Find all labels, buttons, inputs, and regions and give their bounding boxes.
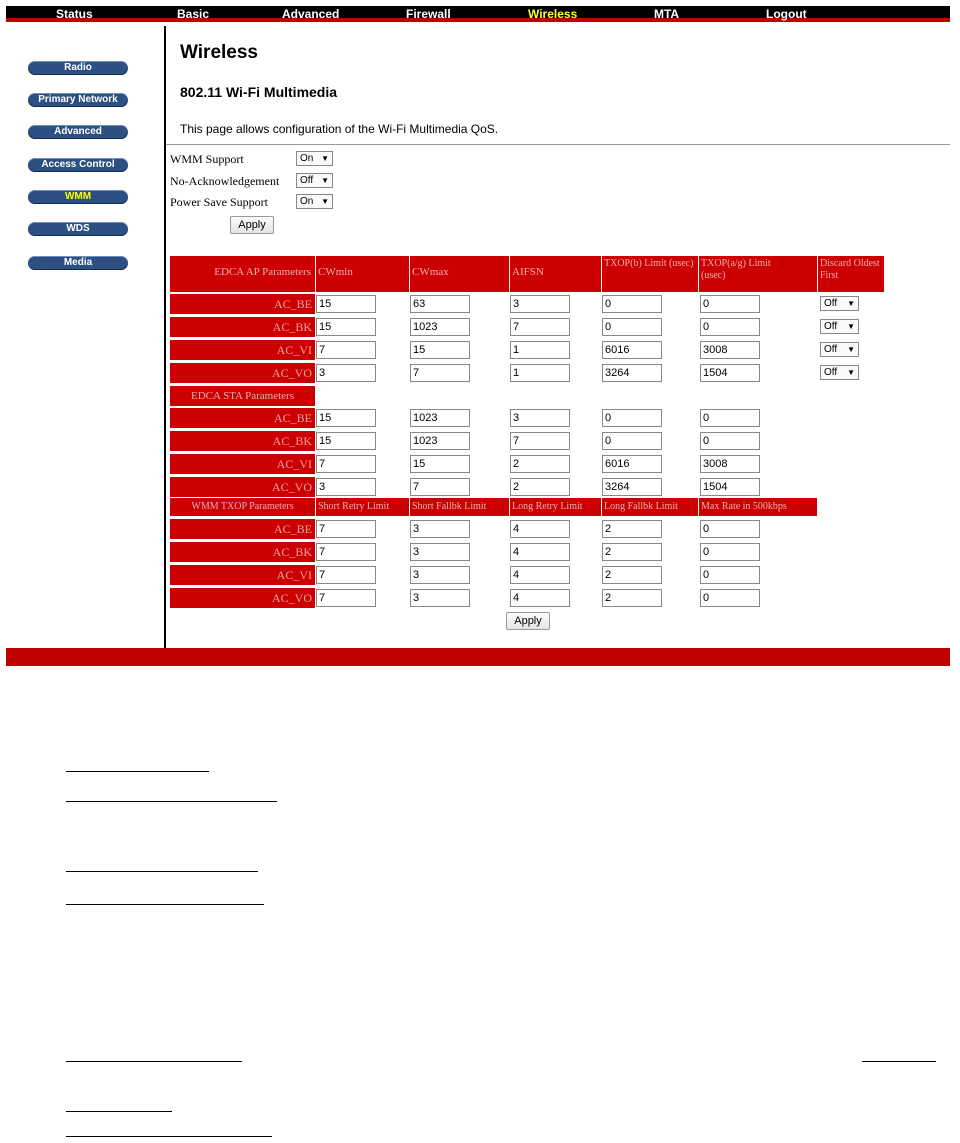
sta-row-label: AC_BK xyxy=(170,431,315,451)
section-title: 802.11 Wi-Fi Multimedia xyxy=(180,84,338,100)
ap-vi-cwmin[interactable]: 7 xyxy=(316,341,376,359)
ap-be-aifsn[interactable]: 3 xyxy=(510,295,570,313)
txop-vo-long-fallbk[interactable]: 2 xyxy=(602,589,662,607)
sta-be-aifsn[interactable]: 3 xyxy=(510,409,570,427)
sta-header-label: EDCA STA Parameters xyxy=(170,386,315,406)
sidebar-item-access-control[interactable]: Access Control xyxy=(28,158,128,172)
txop-row-label: AC_VI xyxy=(170,565,315,585)
txop-row-label: AC_BE xyxy=(170,519,315,539)
chevron-down-icon: ▼ xyxy=(321,154,329,163)
ap-vo-txop-ag[interactable]: 1504 xyxy=(700,364,760,382)
ap-vi-discard-value: Off xyxy=(824,344,838,355)
ap-bk-txop-b[interactable]: 0 xyxy=(602,318,662,336)
doc-underline xyxy=(862,1061,936,1062)
wmm-support-label: WMM Support xyxy=(170,152,244,166)
nav-status[interactable]: Status xyxy=(56,7,93,21)
ap-vi-cwmax[interactable]: 15 xyxy=(410,341,470,359)
ap-header-discard: Discard Oldest First xyxy=(818,256,884,292)
txop-be-short-fallbk[interactable]: 3 xyxy=(410,520,470,538)
ap-vo-discard-value: Off xyxy=(824,367,838,378)
txop-vo-long-retry[interactable]: 4 xyxy=(510,589,570,607)
sta-row-label: AC_BE xyxy=(170,408,315,428)
ap-bk-discard-value: Off xyxy=(824,321,838,332)
chevron-down-icon: ▼ xyxy=(847,299,855,308)
ap-bk-cwmin[interactable]: 15 xyxy=(316,318,376,336)
doc-underline xyxy=(66,1111,172,1112)
doc-underline xyxy=(66,1136,272,1137)
sta-bk-cwmin[interactable]: 15 xyxy=(316,432,376,450)
sta-bk-cwmax[interactable]: 1023 xyxy=(410,432,470,450)
sta-be-cwmin[interactable]: 15 xyxy=(316,409,376,427)
txop-bk-short-retry[interactable]: 7 xyxy=(316,543,376,561)
chevron-down-icon: ▼ xyxy=(321,176,329,185)
ap-header-cwmin: CWmin xyxy=(316,256,409,292)
txop-header-long-fallbk: Long Fallbk Limit xyxy=(602,498,698,516)
txop-header-long-retry: Long Retry Limit xyxy=(510,498,601,516)
sta-vi-cwmax[interactable]: 15 xyxy=(410,455,470,473)
doc-underline xyxy=(66,771,209,772)
txop-be-long-retry[interactable]: 4 xyxy=(510,520,570,538)
sidebar-item-primary-network[interactable]: Primary Network xyxy=(28,93,128,107)
sta-be-txop-ag[interactable]: 0 xyxy=(700,409,760,427)
ap-header-txop-b: TXOP(b) Limit (usec) xyxy=(602,256,698,292)
no-ack-select[interactable] xyxy=(296,173,333,188)
ap-vo-txop-b[interactable]: 3264 xyxy=(602,364,662,382)
txop-be-short-retry[interactable]: 7 xyxy=(316,520,376,538)
txop-vi-long-retry[interactable]: 4 xyxy=(510,566,570,584)
ap-header-label: EDCA AP Parameters xyxy=(170,256,315,292)
sta-bk-txop-b[interactable]: 0 xyxy=(602,432,662,450)
wmm-support-select[interactable] xyxy=(296,151,333,166)
txop-vi-long-fallbk[interactable]: 2 xyxy=(602,566,662,584)
power-save-label: Power Save Support xyxy=(170,195,268,209)
txop-vo-short-retry[interactable]: 7 xyxy=(316,589,376,607)
txop-vi-short-retry[interactable]: 7 xyxy=(316,566,376,584)
ap-row-label: AC_VO xyxy=(170,363,315,383)
sta-vo-aifsn[interactable]: 2 xyxy=(510,478,570,496)
sta-vi-txop-b[interactable]: 6016 xyxy=(602,455,662,473)
sta-vo-txop-b[interactable]: 3264 xyxy=(602,478,662,496)
txop-header-max-rate: Max Rate in 500kbps xyxy=(699,498,817,516)
sidebar-item-media[interactable]: Media xyxy=(28,256,128,270)
doc-underline xyxy=(66,1061,242,1062)
txop-bk-max-rate[interactable]: 0 xyxy=(700,543,760,561)
sta-be-cwmax[interactable]: 1023 xyxy=(410,409,470,427)
chevron-down-icon: ▼ xyxy=(847,322,855,331)
ap-row-label: AC_BK xyxy=(170,317,315,337)
apply-button-top[interactable]: Apply xyxy=(230,216,274,234)
sta-bk-aifsn[interactable]: 7 xyxy=(510,432,570,450)
sta-row-label: AC_VI xyxy=(170,454,315,474)
sta-be-txop-b[interactable]: 0 xyxy=(602,409,662,427)
nav-logout[interactable]: Logout xyxy=(766,7,807,21)
sta-vo-cwmin[interactable]: 3 xyxy=(316,478,376,496)
ap-vo-cwmin[interactable]: 3 xyxy=(316,364,376,382)
page-description: This page allows configuration of the Wi-Fi Multimedia QoS. xyxy=(180,122,499,136)
chevron-down-icon: ▼ xyxy=(847,345,855,354)
nav-wireless[interactable]: Wireless xyxy=(528,7,578,21)
ap-bk-aifsn[interactable]: 7 xyxy=(510,318,570,336)
txop-header-label: WMM TXOP Parameters xyxy=(170,498,315,516)
sidebar-item-wds[interactable]: WDS xyxy=(28,222,128,236)
nav-basic[interactable]: Basic xyxy=(177,7,210,21)
ap-be-cwmax[interactable]: 63 xyxy=(410,295,470,313)
sta-vo-txop-ag[interactable]: 1504 xyxy=(700,478,760,496)
ap-be-txop-ag[interactable]: 0 xyxy=(700,295,760,313)
sta-vi-cwmin[interactable]: 7 xyxy=(316,455,376,473)
txop-vo-short-fallbk[interactable]: 3 xyxy=(410,589,470,607)
ap-row-label: AC_BE xyxy=(170,294,315,314)
nav-firewall[interactable]: Firewall xyxy=(406,7,451,21)
wmm-support-value: On xyxy=(300,153,314,164)
txop-row-label: AC_VO xyxy=(170,588,315,608)
txop-be-long-fallbk[interactable]: 2 xyxy=(602,520,662,538)
nav-mta[interactable]: MTA xyxy=(654,7,680,21)
txop-vi-max-rate[interactable]: 0 xyxy=(700,566,760,584)
txop-row-label: AC_BK xyxy=(170,542,315,562)
top-nav xyxy=(6,6,950,22)
sta-row-label: AC_VO xyxy=(170,477,315,497)
ap-bk-discard-select[interactable] xyxy=(820,319,859,334)
nav-advanced[interactable]: Advanced xyxy=(282,7,340,21)
ap-be-discard-select[interactable] xyxy=(820,296,859,311)
ap-vi-aifsn[interactable]: 1 xyxy=(510,341,570,359)
ap-vo-aifsn[interactable]: 1 xyxy=(510,364,570,382)
ap-be-discard-value: Off xyxy=(824,298,838,309)
sta-vo-cwmax[interactable]: 7 xyxy=(410,478,470,496)
divider xyxy=(166,144,950,145)
txop-vi-short-fallbk[interactable]: 3 xyxy=(410,566,470,584)
main-content xyxy=(166,26,950,648)
apply-button-bottom[interactable]: Apply xyxy=(506,612,550,630)
txop-vo-max-rate[interactable]: 0 xyxy=(700,589,760,607)
doc-underline xyxy=(66,801,277,802)
sidebar xyxy=(6,26,164,648)
ap-vi-discard-select[interactable] xyxy=(820,342,859,357)
txop-header-short-fallbk: Short Fallbk Limit xyxy=(410,498,509,516)
txop-bk-short-fallbk[interactable]: 3 xyxy=(410,543,470,561)
ap-header-cwmax: CWmax xyxy=(410,256,509,292)
ap-row-label: AC_VI xyxy=(170,340,315,360)
sta-bk-txop-ag[interactable]: 0 xyxy=(700,432,760,450)
ap-vo-cwmax[interactable]: 7 xyxy=(410,364,470,382)
sidebar-item-radio[interactable]: Radio xyxy=(28,61,128,75)
power-save-value: On xyxy=(300,196,314,207)
ap-vo-discard-select[interactable] xyxy=(820,365,859,380)
txop-bk-long-retry[interactable]: 4 xyxy=(510,543,570,561)
no-ack-value: Off xyxy=(300,175,314,186)
ap-be-txop-b[interactable]: 0 xyxy=(602,295,662,313)
txop-header-short-retry: Short Retry Limit xyxy=(316,498,409,516)
chevron-down-icon: ▼ xyxy=(321,197,329,206)
page-title: Wireless xyxy=(180,42,258,63)
doc-underline xyxy=(66,871,258,872)
sta-vi-aifsn[interactable]: 2 xyxy=(510,455,570,473)
ap-vi-txop-ag[interactable]: 3008 xyxy=(700,341,760,359)
ap-bk-txop-ag[interactable]: 0 xyxy=(700,318,760,336)
ap-header-txop-ag: TXOP(a/g) Limit (usec) xyxy=(699,256,817,292)
power-save-select[interactable] xyxy=(296,194,333,209)
ap-bk-cwmax[interactable]: 1023 xyxy=(410,318,470,336)
txop-bk-long-fallbk[interactable]: 2 xyxy=(602,543,662,561)
sidebar-item-wmm[interactable]: WMM xyxy=(28,190,128,204)
chevron-down-icon: ▼ xyxy=(847,368,855,377)
sta-vi-txop-ag[interactable]: 3008 xyxy=(700,455,760,473)
footer-bar xyxy=(6,648,950,666)
ap-header-aifsn: AIFSN xyxy=(510,256,601,292)
doc-underline xyxy=(66,904,264,905)
no-ack-label: No-Acknowledgement xyxy=(170,174,280,188)
ap-vi-txop-b[interactable]: 6016 xyxy=(602,341,662,359)
txop-be-max-rate[interactable]: 0 xyxy=(700,520,760,538)
sidebar-item-advanced[interactable]: Advanced xyxy=(28,125,128,139)
ap-be-cwmin[interactable]: 15 xyxy=(316,295,376,313)
